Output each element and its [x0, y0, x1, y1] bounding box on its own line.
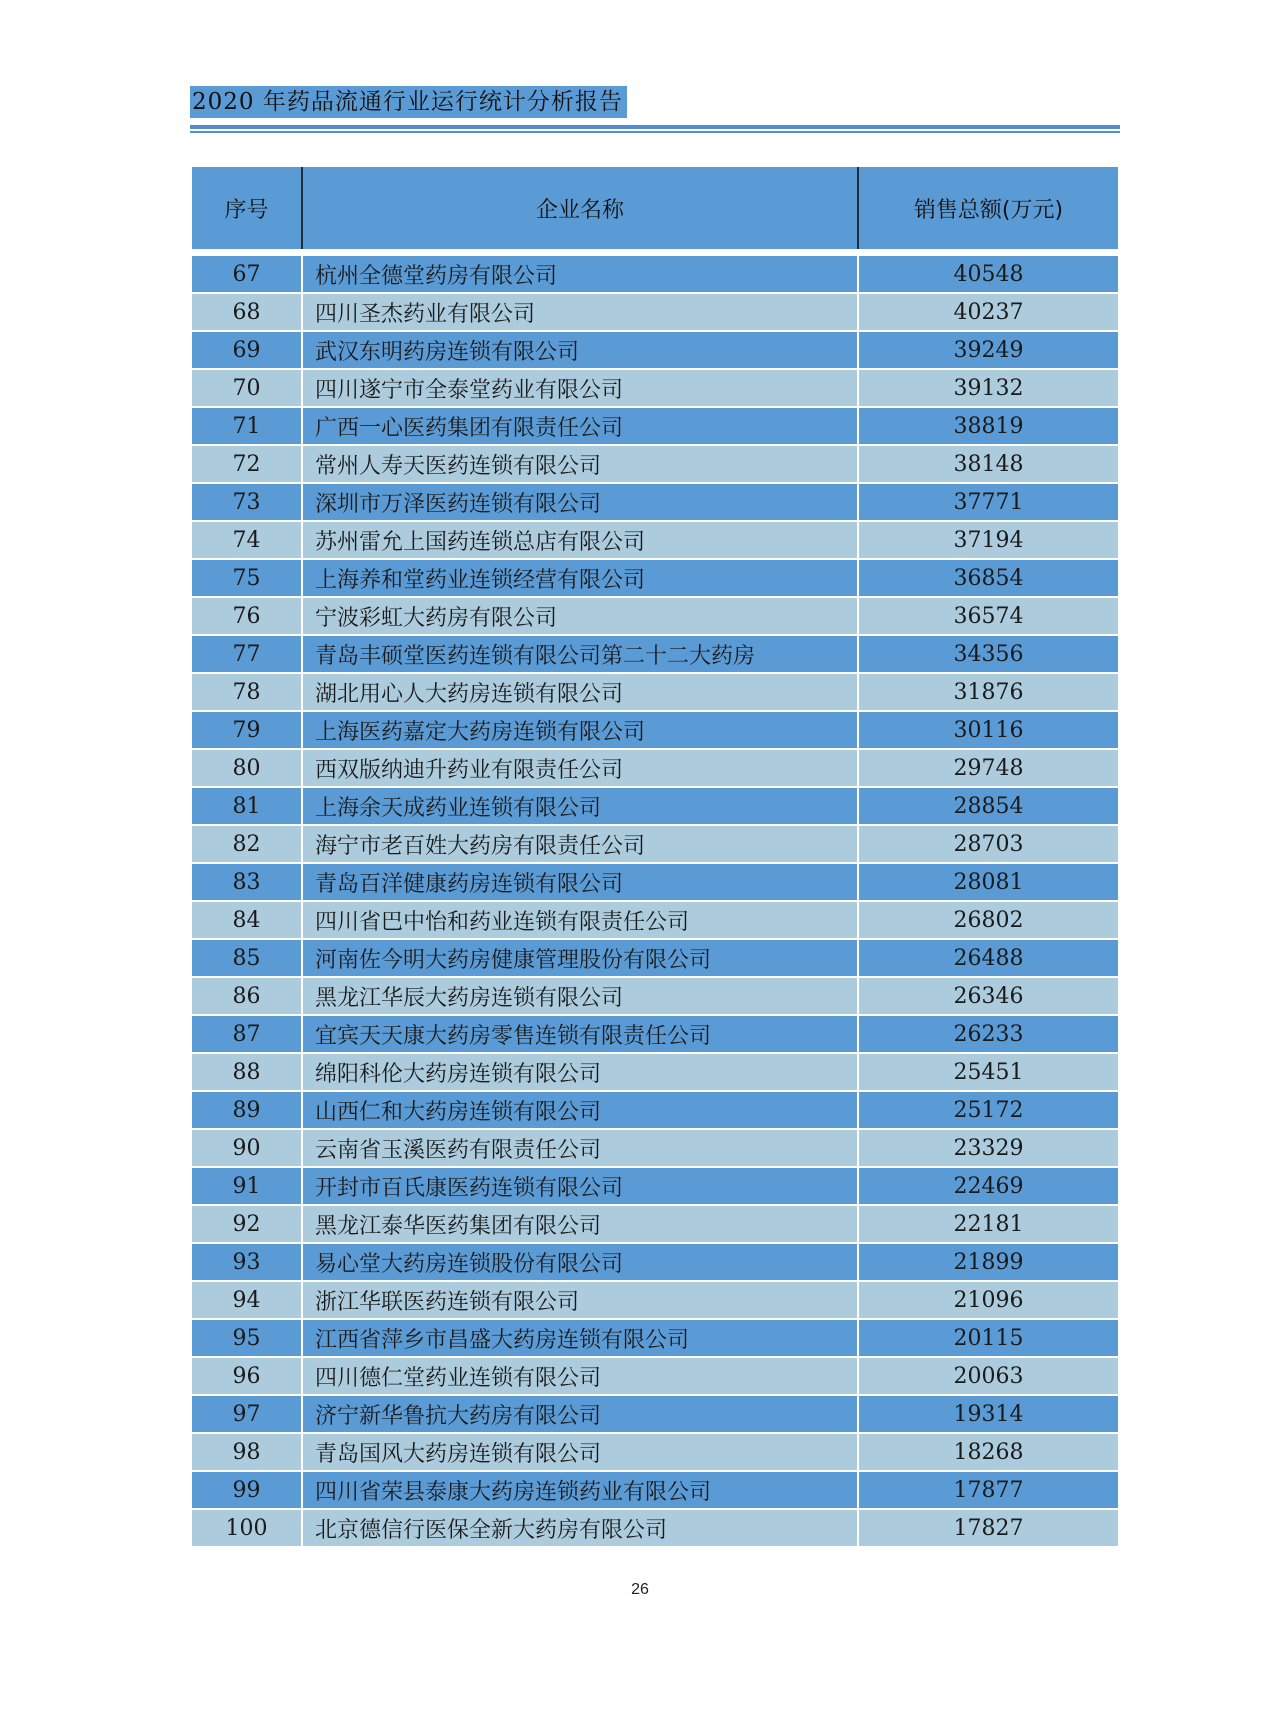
cell-company: 湖北用心人大药房连锁有限公司: [302, 673, 858, 711]
cell-index: 67: [192, 253, 302, 294]
table-row: [192, 407, 1118, 445]
table-row: [192, 369, 1118, 407]
cell-sales: 22469: [858, 1167, 1118, 1205]
cell-index: 96: [192, 1357, 302, 1395]
cell-index: 82: [192, 825, 302, 863]
cell-index: 76: [192, 597, 302, 635]
cell-sales: 40237: [858, 293, 1118, 331]
cell-company: 深圳市万泽医药连锁有限公司: [302, 483, 858, 521]
cell-index: 85: [192, 939, 302, 977]
cell-sales: 18268: [858, 1433, 1118, 1471]
cell-sales: 25451: [858, 1053, 1118, 1091]
cell-company: 上海余天成药业连锁有限公司: [302, 787, 858, 825]
cell-company: 苏州雷允上国药连锁总店有限公司: [302, 521, 858, 559]
cell-index: 87: [192, 1015, 302, 1053]
cell-company: 济宁新华鲁抗大药房有限公司: [302, 1395, 858, 1433]
cell-index: 70: [192, 369, 302, 407]
column-header-index: 序号: [192, 167, 302, 253]
cell-company: 浙江华联医药连锁有限公司: [302, 1281, 858, 1319]
cell-index: 78: [192, 673, 302, 711]
cell-sales: 25172: [858, 1091, 1118, 1129]
cell-company: 四川省荣县泰康大药房连锁药业有限公司: [302, 1471, 858, 1509]
cell-index: 80: [192, 749, 302, 787]
cell-company: 黑龙江华辰大药房连锁有限公司: [302, 977, 858, 1015]
cell-index: 97: [192, 1395, 302, 1433]
cell-index: 68: [192, 293, 302, 331]
cell-sales: 37194: [858, 521, 1118, 559]
cell-company: 宜宾天天康大药房零售连锁有限责任公司: [302, 1015, 858, 1053]
cell-sales: 39249: [858, 331, 1118, 369]
cell-index: 86: [192, 977, 302, 1015]
table-row: [192, 1015, 1118, 1053]
cell-index: 81: [192, 787, 302, 825]
cell-index: 72: [192, 445, 302, 483]
table-row: [192, 253, 1118, 294]
table-row: [192, 787, 1118, 825]
cell-sales: 38819: [858, 407, 1118, 445]
table-row: [192, 1471, 1118, 1509]
cell-company: 杭州全德堂药房有限公司: [302, 253, 858, 294]
table-row: [192, 559, 1118, 597]
table-row: [192, 483, 1118, 521]
cell-sales: 21096: [858, 1281, 1118, 1319]
cell-sales: 26488: [858, 939, 1118, 977]
table-row: [192, 977, 1118, 1015]
table-row: [192, 1243, 1118, 1281]
cell-company: 四川德仁堂药业连锁有限公司: [302, 1357, 858, 1395]
table-row: [192, 1167, 1118, 1205]
table-row: [192, 939, 1118, 977]
cell-sales: 20115: [858, 1319, 1118, 1357]
cell-company: 上海医药嘉定大药房连锁有限公司: [302, 711, 858, 749]
column-header-sales: 销售总额(万元): [858, 167, 1118, 253]
cell-index: 71: [192, 407, 302, 445]
cell-sales: 26802: [858, 901, 1118, 939]
cell-index: 93: [192, 1243, 302, 1281]
cell-index: 90: [192, 1129, 302, 1167]
cell-company: 武汉东明药房连锁有限公司: [302, 331, 858, 369]
cell-sales: 29748: [858, 749, 1118, 787]
table-row: [192, 1091, 1118, 1129]
cell-index: 84: [192, 901, 302, 939]
cell-company: 江西省萍乡市昌盛大药房连锁有限公司: [302, 1319, 858, 1357]
cell-index: 89: [192, 1091, 302, 1129]
table-row: [192, 673, 1118, 711]
cell-sales: 28081: [858, 863, 1118, 901]
cell-company: 上海养和堂药业连锁经营有限公司: [302, 559, 858, 597]
cell-sales: 34356: [858, 635, 1118, 673]
cell-sales: 37771: [858, 483, 1118, 521]
cell-sales: 17877: [858, 1471, 1118, 1509]
cell-sales: 19314: [858, 1395, 1118, 1433]
cell-company: 四川省巴中怡和药业连锁有限责任公司: [302, 901, 858, 939]
table-row: [192, 1205, 1118, 1243]
cell-index: 95: [192, 1319, 302, 1357]
table-row: [192, 1319, 1118, 1357]
report-title: 2020 年药品流通行业运行统计分析报告: [190, 86, 627, 118]
cell-index: 74: [192, 521, 302, 559]
cell-company: 常州人寿天医药连锁有限公司: [302, 445, 858, 483]
cell-sales: 38148: [858, 445, 1118, 483]
table-row: [192, 749, 1118, 787]
table-row: [192, 293, 1118, 331]
table-header-row: [192, 167, 1118, 253]
cell-sales: 17827: [858, 1509, 1118, 1547]
cell-sales: 26346: [858, 977, 1118, 1015]
header-rule-thin: [190, 131, 1120, 133]
cell-sales: 31876: [858, 673, 1118, 711]
table-row: [192, 1433, 1118, 1471]
cell-company: 广西一心医药集团有限责任公司: [302, 407, 858, 445]
cell-company: 海宁市老百姓大药房有限责任公司: [302, 825, 858, 863]
cell-company: 山西仁和大药房连锁有限公司: [302, 1091, 858, 1129]
cell-index: 100: [192, 1509, 302, 1547]
cell-company: 河南佐今明大药房健康管理股份有限公司: [302, 939, 858, 977]
table-row: [192, 331, 1118, 369]
table-row: [192, 825, 1118, 863]
cell-company: 黑龙江泰华医药集团有限公司: [302, 1205, 858, 1243]
table-row: [192, 1509, 1118, 1547]
table-row: [192, 1395, 1118, 1433]
cell-sales: 30116: [858, 711, 1118, 749]
cell-company: 开封市百氏康医药连锁有限公司: [302, 1167, 858, 1205]
table-body: [192, 253, 1118, 1548]
table-row: [192, 863, 1118, 901]
cell-company: 宁波彩虹大药房有限公司: [302, 597, 858, 635]
cell-company: 青岛丰硕堂医药连锁有限公司第二十二大药房: [302, 635, 858, 673]
cell-sales: 36854: [858, 559, 1118, 597]
cell-index: 75: [192, 559, 302, 597]
cell-company: 四川遂宁市全泰堂药业有限公司: [302, 369, 858, 407]
cell-sales: 23329: [858, 1129, 1118, 1167]
table-row: [192, 1281, 1118, 1319]
cell-index: 88: [192, 1053, 302, 1091]
table-row: [192, 1129, 1118, 1167]
table-row: [192, 1357, 1118, 1395]
table-row: [192, 635, 1118, 673]
cell-company: 绵阳科伦大药房连锁有限公司: [302, 1053, 858, 1091]
cell-index: 92: [192, 1205, 302, 1243]
cell-index: 77: [192, 635, 302, 673]
table-row: [192, 711, 1118, 749]
table-row: [192, 901, 1118, 939]
cell-company: 青岛百洋健康药房连锁有限公司: [302, 863, 858, 901]
cell-sales: 40548: [858, 253, 1118, 294]
cell-index: 98: [192, 1433, 302, 1471]
cell-index: 79: [192, 711, 302, 749]
ranking-table-container: [192, 167, 1118, 1548]
ranking-table: [192, 167, 1118, 1548]
cell-company: 易心堂大药房连锁股份有限公司: [302, 1243, 858, 1281]
cell-sales: 36574: [858, 597, 1118, 635]
table-row: [192, 597, 1118, 635]
cell-company: 云南省玉溪医药有限责任公司: [302, 1129, 858, 1167]
cell-index: 91: [192, 1167, 302, 1205]
table-row: [192, 521, 1118, 559]
table-row: [192, 445, 1118, 483]
table-row: [192, 1053, 1118, 1091]
cell-sales: 28703: [858, 825, 1118, 863]
cell-sales: 26233: [858, 1015, 1118, 1053]
page-number: 26: [631, 1581, 649, 1598]
column-header-company: 企业名称: [302, 167, 858, 253]
cell-sales: 39132: [858, 369, 1118, 407]
cell-index: 69: [192, 331, 302, 369]
cell-index: 83: [192, 863, 302, 901]
header-rule-thick: [190, 125, 1120, 129]
cell-index: 73: [192, 483, 302, 521]
cell-sales: 21899: [858, 1243, 1118, 1281]
cell-index: 99: [192, 1471, 302, 1509]
cell-company: 四川圣杰药业有限公司: [302, 293, 858, 331]
cell-company: 北京德信行医保全新大药房有限公司: [302, 1509, 858, 1547]
cell-sales: 20063: [858, 1357, 1118, 1395]
cell-company: 西双版纳迪升药业有限责任公司: [302, 749, 858, 787]
cell-index: 94: [192, 1281, 302, 1319]
cell-company: 青岛国风大药房连锁有限公司: [302, 1433, 858, 1471]
cell-sales: 28854: [858, 787, 1118, 825]
cell-sales: 22181: [858, 1205, 1118, 1243]
